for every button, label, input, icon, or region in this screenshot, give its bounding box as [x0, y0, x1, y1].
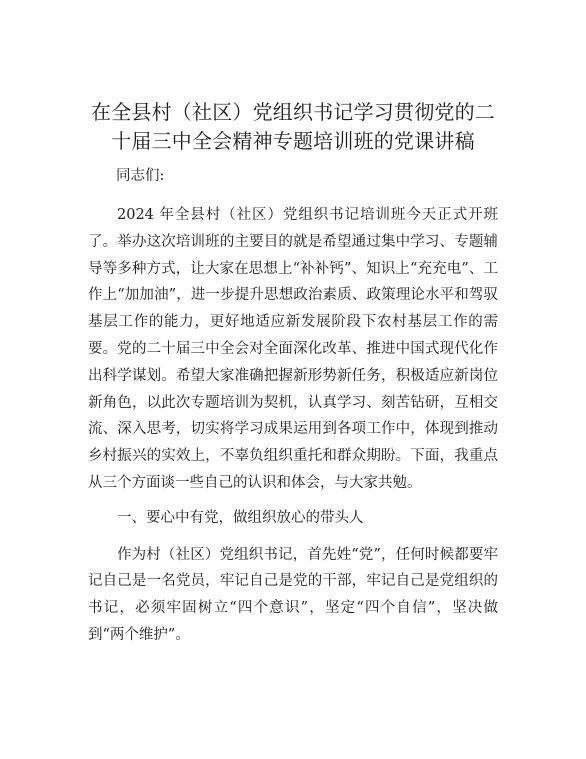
title-line-2: 十届三中全会精神专题培训班的党课讲稿 — [111, 129, 475, 153]
paragraph-opening: 2024 年全县村（社区）党组织书记培训班今天正式开班了。举办这次培训班的主要目的就是希望通过集中学习、专题辅导等多种方式，让大家在思想上“补补钙”、知识上“充充电”、工作上“加加油”，进一步提升思想政治素质、政策理论水平和驾驭基层工作的能力，更好地适应新发展阶段下农村基层工作的需要。党的二十届三中全会对全面深化改革、推进中国式现代化作出科学谋划。希望大家准确把握新形势新任务，积极适应新岗位新角色，以此次专题培训为契机，认真学习、刻苦钻研，互相交流、深入思考，切实将学习成果运用到各项工作中，体现到推动乡村振兴的实效上，不辜负组织重托和群众期盼。下面，我重点从三个方面谈一些自己的认识和体会，与大家共勉。 — [88, 207, 498, 491]
title-line-1: 在全县村（社区）党组织书记学习贯彻党的二 — [91, 100, 495, 124]
paragraph-section-1: 作为村（社区）党组织书记，首先姓“党”，任何时候都要牢记自己是一名党员，牢记自己是党的干部，牢记自己是党组织的书记，必须牢固树立“四个意识”，坚定“四个自信”，坚决做到“两个维护”。 — [88, 546, 498, 643]
document-title — [88, 98, 498, 156]
section-heading-1: 一、要心中有党，做组织放心的带头人 — [117, 509, 364, 526]
salutation: 同志们: — [116, 168, 165, 184]
